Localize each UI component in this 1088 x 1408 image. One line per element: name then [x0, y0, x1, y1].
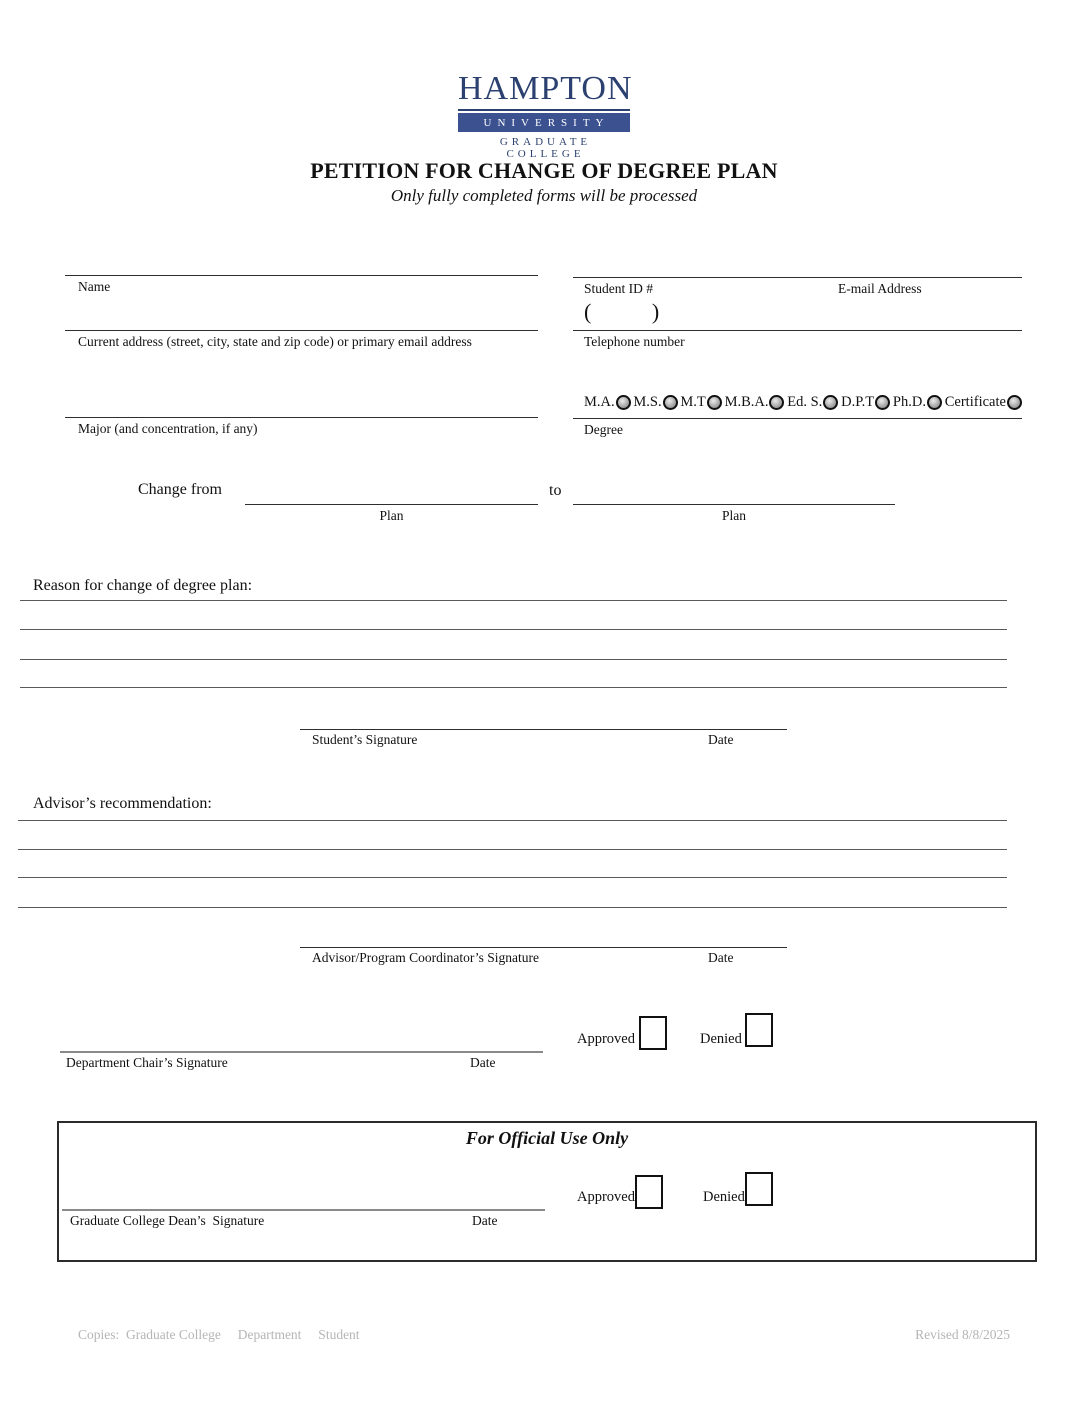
degree-radio[interactable]	[1007, 395, 1022, 410]
advisor-line-1[interactable]	[18, 820, 1007, 821]
official-approved-label: Approved	[577, 1189, 635, 1205]
degree-option	[584, 394, 631, 411]
logo-graduate-college: GRADUATE COLLEGE	[499, 136, 592, 160]
degree-radio[interactable]	[823, 395, 838, 410]
degree-field-line	[573, 418, 1022, 419]
degree-option	[787, 394, 838, 411]
form-title: PETITION FOR CHANGE OF DEGREE PLAN	[310, 158, 778, 183]
official-denied-label: Denied	[703, 1189, 745, 1205]
degree-option-label: M.S.	[633, 394, 662, 410]
hampton-university-logo	[458, 70, 633, 160]
degree-option	[633, 394, 677, 411]
student-signature-date-label: Date	[708, 732, 734, 747]
phone-area-code-parens[interactable]: ( )	[584, 299, 660, 324]
major-label: Major (and concentration, if any)	[78, 421, 258, 436]
degree-option-label: D.P.T	[841, 394, 875, 410]
change-to-label: to	[549, 482, 562, 499]
degree-radio[interactable]	[707, 395, 722, 410]
student-signature-label: Student’s Signature	[312, 732, 418, 747]
dept-denied-label: Denied	[700, 1031, 742, 1047]
address-label: Current address (street, city, state and zip code) or primary email address	[78, 334, 472, 349]
name-label: Name	[78, 279, 111, 294]
advisor-line-3[interactable]	[18, 877, 1007, 878]
advisor-signature-line[interactable]	[300, 947, 787, 948]
official-use-title: For Official Use Only	[465, 1128, 629, 1148]
student-id-label: Student ID #	[584, 281, 653, 296]
plan-from-label: Plan	[379, 508, 404, 523]
plan-to-label: Plan	[721, 508, 746, 523]
email-label: E-mail Address	[838, 281, 922, 296]
advisor-recommendation-label: Advisor’s recommendation:	[33, 795, 212, 812]
dept-chair-date-label: Date	[470, 1055, 496, 1070]
change-from-label: Change from	[138, 481, 222, 498]
logo-rule	[458, 109, 630, 111]
major-field-line[interactable]	[65, 417, 538, 418]
dean-signature-label: Graduate College Dean’s Signature	[70, 1213, 265, 1228]
degree-radio[interactable]	[875, 395, 890, 410]
reason-line-1[interactable]	[20, 600, 1007, 601]
advisor-line-4[interactable]	[18, 907, 1007, 908]
degree-option-label: Ph.D.	[892, 394, 926, 410]
reason-line-3[interactable]	[20, 659, 1007, 660]
degree-option-label: Certificate	[944, 394, 1006, 410]
degree-radio[interactable]	[616, 395, 631, 410]
footer-copies: Copies: Graduate College Department Student	[78, 1327, 360, 1342]
degree-option	[725, 394, 785, 411]
dept-chair-signature-label: Department Chair’s Signature	[66, 1055, 228, 1070]
change-to-plan-line[interactable]	[573, 504, 895, 505]
dean-date-label: Date	[472, 1213, 498, 1228]
phone-label: Telephone number	[584, 334, 685, 349]
degree-radio[interactable]	[663, 395, 678, 410]
degree-option-label: M.B.A.	[724, 394, 769, 410]
advisor-signature-date-label: Date	[708, 950, 734, 965]
logo-university-bar: UNIVERSITY	[458, 113, 630, 132]
degree-option-label: Ed. S.	[787, 394, 823, 410]
reason-line-4[interactable]	[20, 687, 1007, 688]
advisor-line-2[interactable]	[18, 849, 1007, 850]
dept-chair-signature-line[interactable]	[60, 1051, 543, 1053]
degree-radio[interactable]	[769, 395, 784, 410]
footer-revised: Revised 8/8/2025	[915, 1327, 1010, 1342]
degree-option	[945, 394, 1022, 411]
degree-option	[841, 394, 890, 411]
degree-label: Degree	[584, 422, 623, 437]
degree-option	[893, 394, 942, 411]
phone-field-line[interactable]	[573, 330, 1022, 331]
official-use-box	[57, 1121, 1037, 1262]
student-signature-line[interactable]	[300, 729, 787, 730]
dept-approved-checkbox[interactable]	[639, 1016, 667, 1050]
name-field-line[interactable]	[65, 275, 538, 276]
dept-denied-checkbox[interactable]	[745, 1013, 773, 1047]
degree-option	[680, 394, 721, 411]
degree-option-label: M.T	[680, 394, 706, 410]
reason-label: Reason for change of degree plan:	[33, 577, 253, 594]
official-denied-checkbox[interactable]	[745, 1172, 773, 1206]
official-approved-checkbox[interactable]	[635, 1175, 663, 1209]
reason-line-2[interactable]	[20, 629, 1007, 630]
advisor-signature-label: Advisor/Program Coordinator’s Signature	[312, 950, 539, 965]
dean-signature-line[interactable]	[62, 1209, 545, 1211]
logo-wordmark: HAMPTON	[458, 70, 633, 107]
address-field-line[interactable]	[65, 330, 538, 331]
dept-approved-label: Approved	[577, 1031, 635, 1047]
degree-radio[interactable]	[927, 395, 942, 410]
student-id-field-line[interactable]	[573, 277, 1022, 278]
degree-options	[584, 394, 1022, 411]
form-subtitle: Only fully completed forms will be processed	[390, 186, 698, 205]
change-from-plan-line[interactable]	[245, 504, 538, 505]
degree-option-label: M.A.	[584, 394, 615, 410]
